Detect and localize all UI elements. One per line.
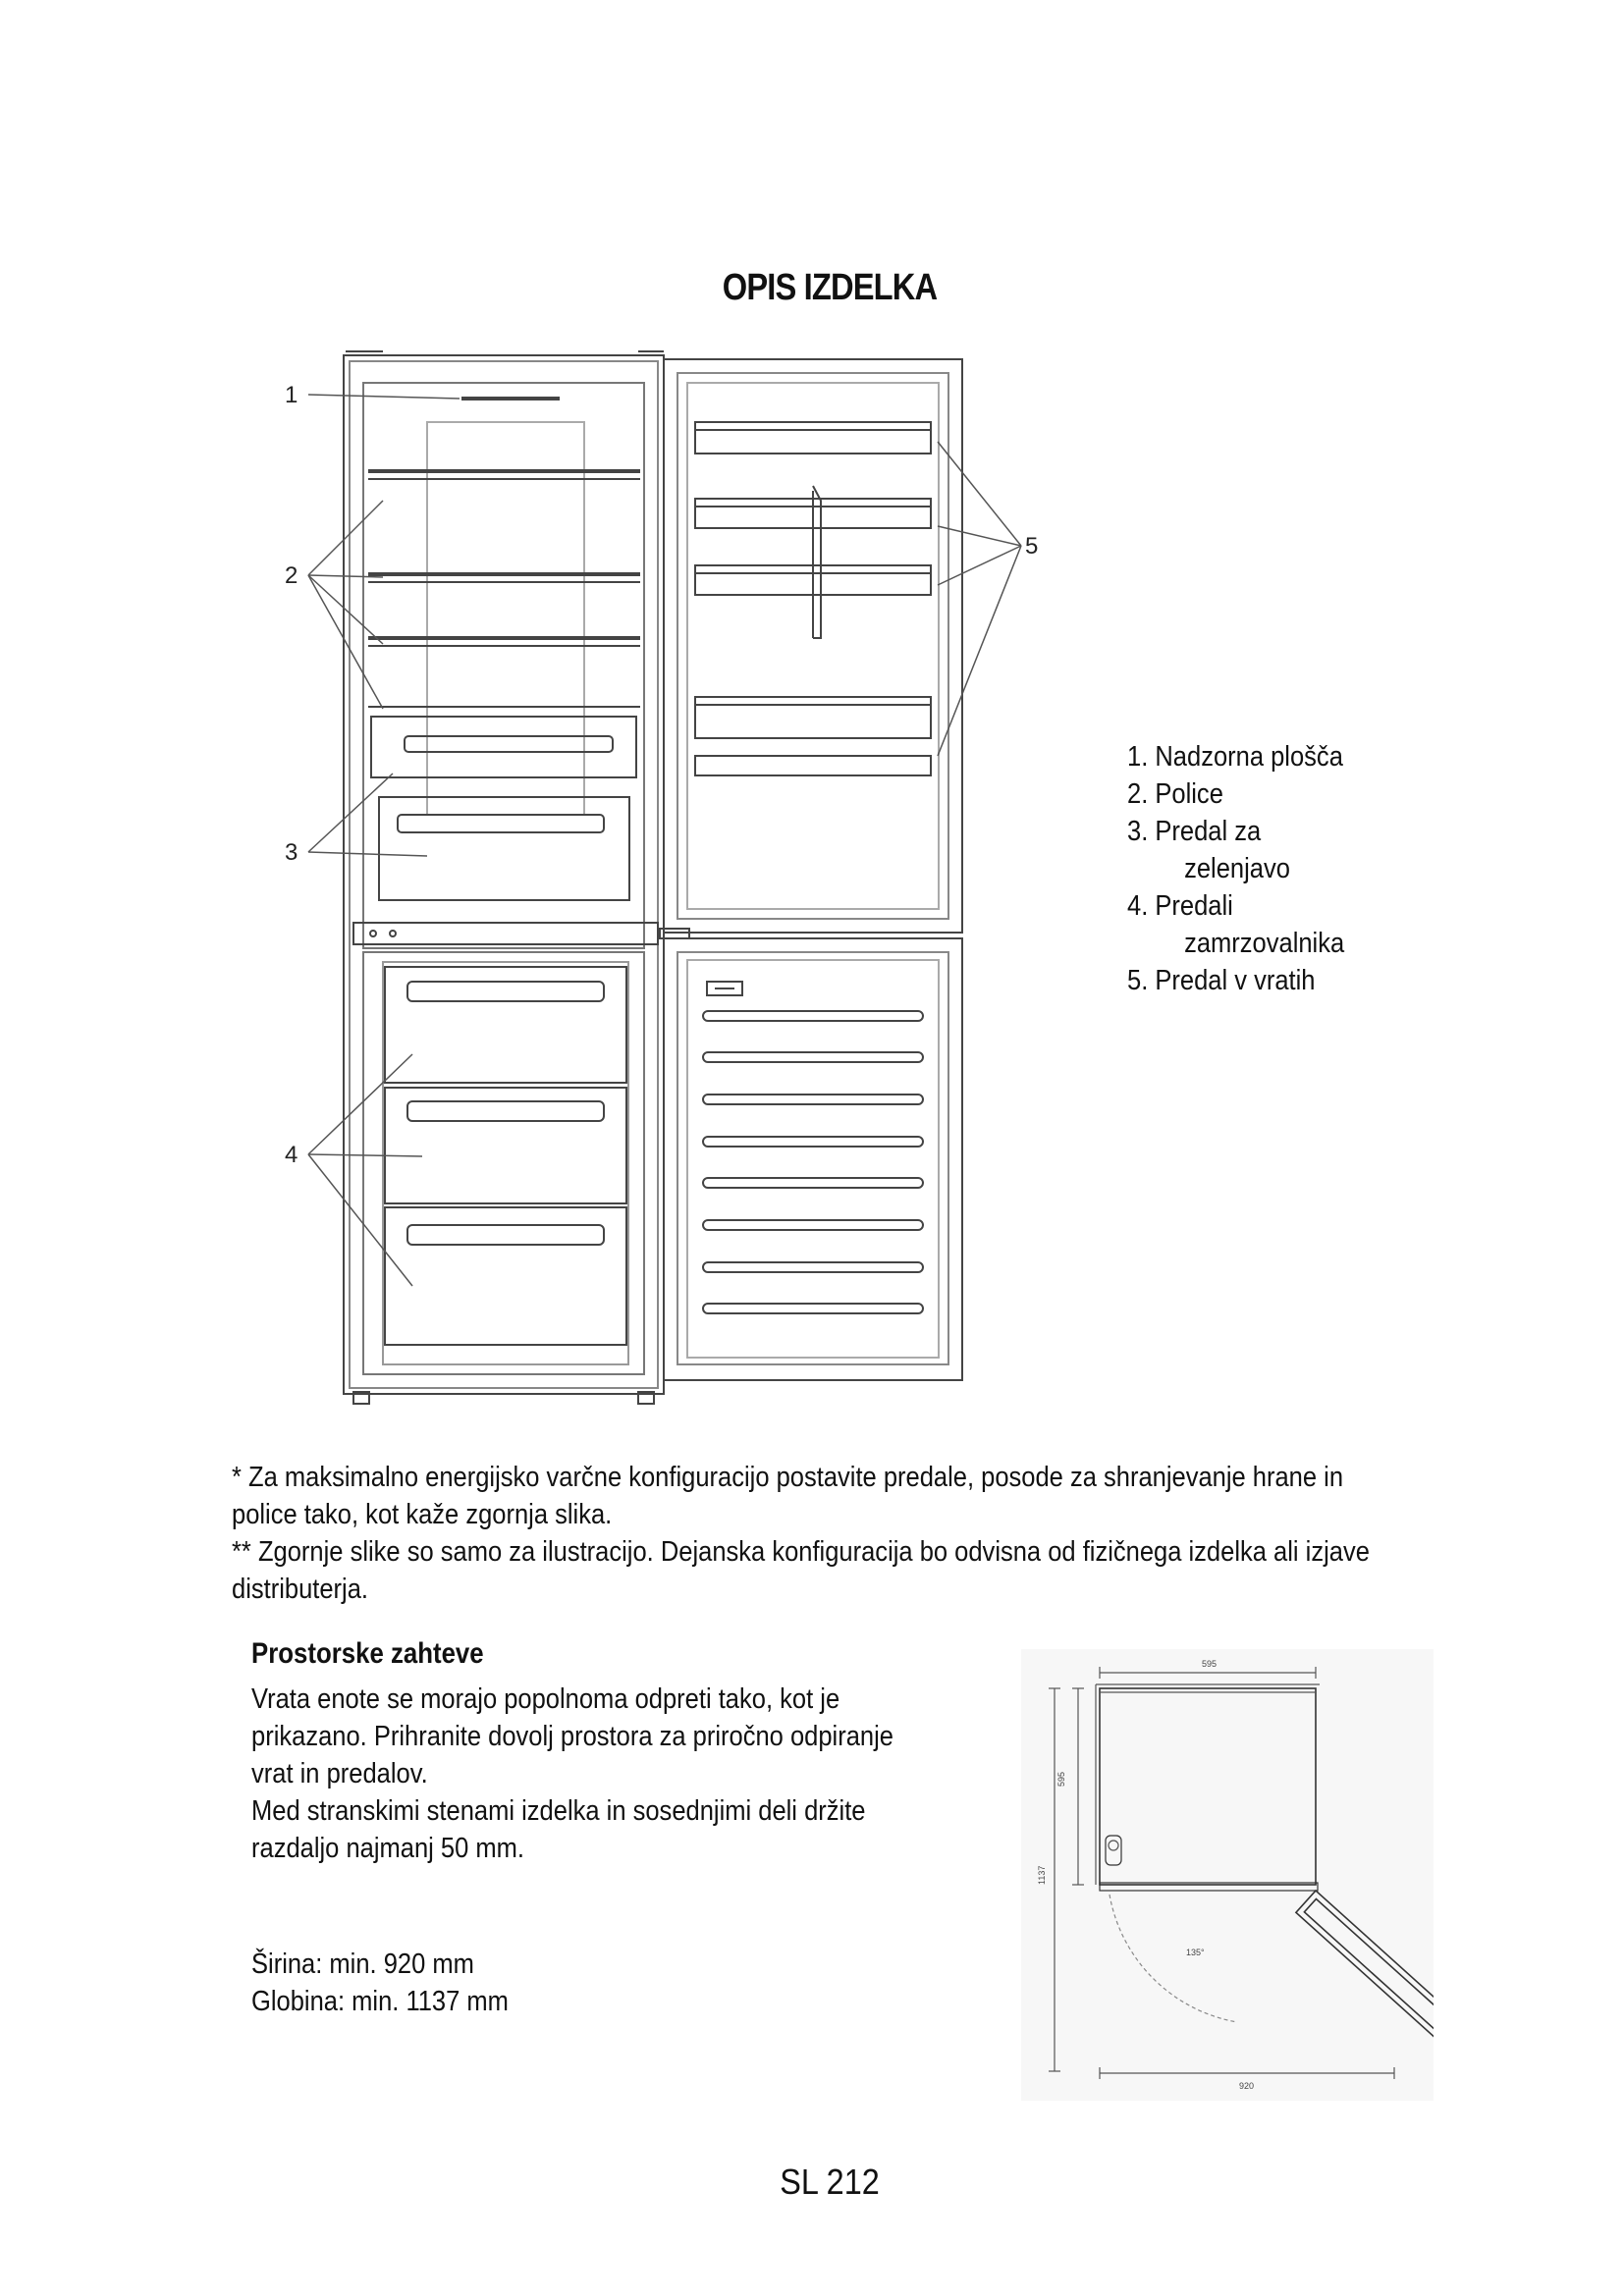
legend-item-1: 1. Nadzorna plošča — [1127, 741, 1343, 773]
legend-item-4-cont: zamrzovalnika — [1184, 928, 1345, 959]
cabinet-outline — [344, 355, 664, 1394]
callout-3: 3 — [285, 839, 298, 866]
freezer-drawer-1 — [385, 967, 626, 1083]
width-requirement: Širina: min. 920 mm — [251, 1949, 474, 1980]
crisper-drawer-bottom — [379, 797, 629, 900]
dim-side-total: 1137 — [1037, 1865, 1047, 1885]
page-number: SL 212 — [780, 2162, 880, 2202]
legend-item-3: 3. Predal za — [1127, 816, 1262, 847]
dim-angle: 135° — [1186, 1948, 1205, 1957]
shelves — [368, 471, 640, 707]
freezer-door-ribs — [703, 1011, 923, 1313]
callout-2: 2 — [285, 562, 298, 589]
callout-4: 4 — [285, 1142, 298, 1168]
legend-item-3-cont: zelenjavo — [1184, 853, 1290, 884]
dimensions — [251, 1946, 509, 2020]
fridge-door — [664, 359, 962, 933]
space-heading: Prostorske zahteve — [251, 1637, 484, 1670]
clearance-diagram — [1021, 1649, 1434, 2101]
space-text — [251, 1681, 925, 1867]
page-title: OPIS IZDELKA — [722, 267, 938, 308]
parts-legend — [1127, 738, 1344, 999]
legend-item-2: 2. Police — [1127, 778, 1223, 810]
callout-5: 5 — [1025, 533, 1039, 560]
legend-item-4: 4. Predali — [1127, 890, 1233, 922]
dim-side-upper: 595 — [1056, 1771, 1066, 1787]
space-paragraph-2: Med stranskimi stenami izdelka in sosednjimi deli držite razdaljo najmanj 50 mm. — [251, 1795, 866, 1864]
depth-requirement: Globina: min. 1137 mm — [251, 1986, 509, 2017]
note-illustration: ** Zgornje slike so samo za ilustracijo. Dejanska konfiguracija bo odvisna od fizičnega izdelka ali izjave distributerja. — [232, 1536, 1370, 1605]
crisper-drawer-top — [371, 717, 636, 777]
legend-item-5: 5. Predal v vratih — [1127, 965, 1316, 996]
notes — [232, 1459, 1373, 1608]
fridge-diagram — [275, 344, 1041, 1414]
dim-top: 595 — [1202, 1659, 1218, 1669]
freezer-drawer-3 — [385, 1207, 626, 1345]
note-energy: * Za maksimalno energijsko varčne konfiguracijo postavite predale, posode za shranjevanje hrane in police tako, kot kaže zgornja slika. — [232, 1462, 1344, 1530]
space-paragraph-1: Vrata enote se morajo popolnoma odpreti tako, kot je prikazano. Prihranite dovolj prostora za priročno odpiranje vrat in predalov. — [251, 1683, 893, 1789]
freezer-drawer-2 — [385, 1088, 626, 1203]
callout-1: 1 — [285, 382, 298, 408]
dim-bottom: 920 — [1239, 2081, 1255, 2091]
